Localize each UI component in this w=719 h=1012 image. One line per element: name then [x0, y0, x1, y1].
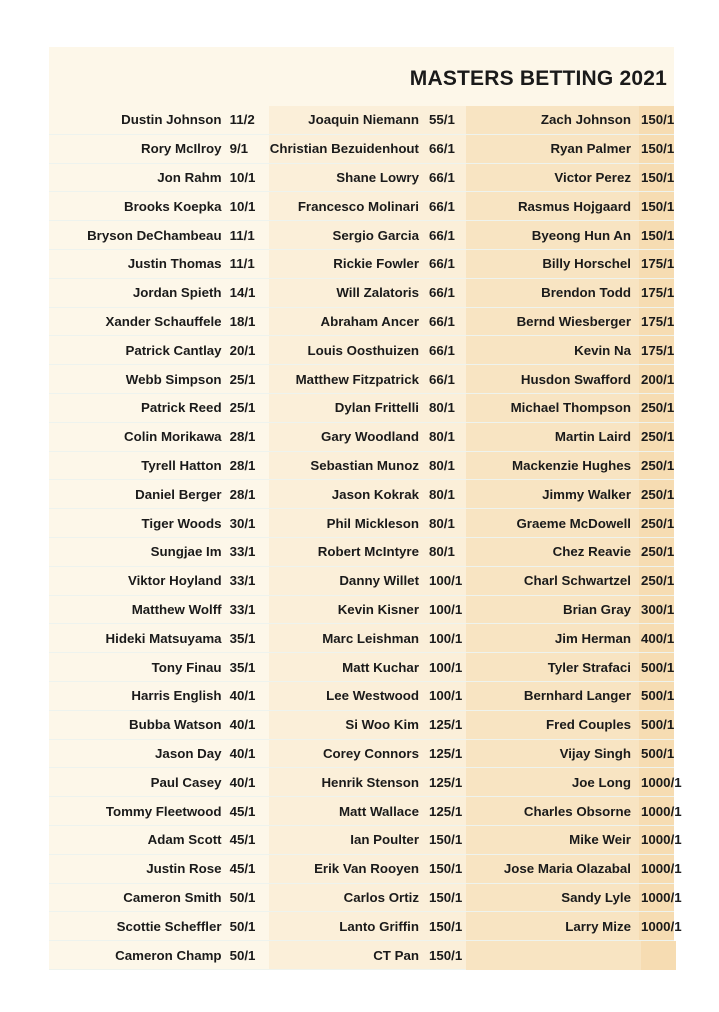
player-odds: 80/1 [429, 457, 455, 473]
player-odds: 500/1 [639, 653, 674, 681]
table-row [466, 164, 674, 193]
table-row [269, 192, 466, 221]
player-name: Patrick Reed [141, 400, 222, 416]
player-odds: 35/1 [229, 630, 256, 646]
player-name: Shane Lowry [336, 169, 419, 185]
player-name: Joaquin Niemann [308, 112, 419, 128]
player-name: Bernhard Langer [523, 688, 631, 704]
player-name: Byeong Hun An [531, 227, 631, 243]
table-row [269, 509, 466, 538]
player-odds: 40/1 [229, 717, 256, 733]
player-name: Carlos Ortiz [343, 889, 419, 905]
player-odds: 10/1 [229, 198, 256, 214]
table-row [269, 452, 466, 481]
player-odds: 1000/1 [639, 884, 674, 912]
table-row [269, 538, 466, 567]
player-name: Jordan Spieth [132, 285, 222, 301]
player-name: Justin Thomas [127, 256, 222, 272]
player-name: Bernd Wiesberger [516, 313, 631, 329]
player-name: Christian Bezuidenhout [269, 141, 419, 157]
table-row [466, 135, 674, 164]
player-name: Francesco Molinari [297, 198, 419, 214]
player-name: Brooks Koepka [124, 198, 222, 214]
player-name: Tony Finau [151, 659, 222, 675]
table-row [49, 653, 269, 682]
table-row [49, 106, 269, 135]
player-name: Chez Reavie [552, 544, 631, 560]
player-odds: 175/1 [639, 336, 674, 364]
player-odds: 10/1 [229, 169, 256, 185]
table-row [466, 711, 674, 740]
table-row [49, 336, 269, 365]
table-row [269, 624, 466, 653]
player-name: Joe Long [571, 774, 631, 790]
player-name: Xander Schauffele [105, 313, 222, 329]
player-name: Fred Couples [546, 717, 631, 733]
player-odds: 250/1 [639, 538, 674, 566]
player-name: Lee Westwood [326, 688, 419, 704]
player-odds: 28/1 [229, 457, 256, 473]
player-name: Justin Rose [146, 861, 222, 877]
player-odds: 250/1 [639, 423, 674, 451]
table-row [466, 596, 674, 625]
table-row [466, 452, 674, 481]
player-name: Matthew Wolff [131, 601, 222, 617]
player-odds: 100/1 [429, 688, 463, 704]
player-odds: 66/1 [429, 227, 455, 243]
player-odds: 250/1 [639, 480, 674, 508]
table-row [466, 567, 674, 596]
table-row [49, 740, 269, 769]
player-odds: 80/1 [429, 400, 455, 416]
table-row [269, 682, 466, 711]
player-name: Jimmy Walker [542, 486, 631, 502]
table-row [466, 653, 674, 682]
player-name: Lanto Griffin [339, 918, 419, 934]
player-odds: 11/2 [229, 112, 255, 128]
table-row [269, 308, 466, 337]
player-name: Si Woo Kim [345, 717, 419, 733]
table-row [269, 711, 466, 740]
player-name: Henrik Stenson [321, 774, 419, 790]
player-odds: 14/1 [229, 285, 256, 301]
player-name: Martin Laird [554, 429, 631, 445]
player-name: Bubba Watson [128, 717, 222, 733]
player-odds: 33/1 [229, 573, 256, 589]
table-row [269, 826, 466, 855]
player-name: Sungjae Im [150, 544, 222, 560]
table-row [466, 826, 682, 855]
player-odds: 125/1 [429, 774, 463, 790]
table-row [49, 768, 269, 797]
player-odds: 175/1 [639, 250, 674, 278]
table-row [269, 912, 466, 941]
player-odds: 33/1 [229, 601, 256, 617]
table-row [269, 855, 466, 884]
player-name: Will Zalatoris [336, 285, 419, 301]
player-odds: 28/1 [229, 486, 256, 502]
player-name: Vijay Singh [559, 745, 631, 761]
player-name: Rory McIlroy [141, 141, 222, 157]
table-row [466, 912, 682, 941]
player-odds: 175/1 [639, 308, 674, 336]
player-odds: 500/1 [639, 711, 674, 739]
player-name: Dylan Frittelli [334, 400, 419, 416]
player-name: Tyrell Hatton [141, 457, 222, 473]
player-odds: 300/1 [639, 596, 674, 624]
player-odds: 175/1 [639, 279, 674, 307]
player-name: Jason Kokrak [331, 486, 419, 502]
table-row [269, 250, 466, 279]
player-name: Rasmus Hojgaard [517, 198, 631, 214]
player-name: Louis Oosthuizen [307, 342, 419, 358]
table-row [466, 538, 674, 567]
player-odds: 150/1 [639, 164, 674, 192]
player-odds: 100/1 [429, 630, 463, 646]
player-name: Graeme McDowell [516, 515, 631, 531]
player-name: Mackenzie Hughes [512, 457, 631, 473]
table-row [466, 106, 674, 135]
player-name: Jim Herman [554, 630, 631, 646]
table-row [269, 768, 466, 797]
table-row [269, 596, 466, 625]
table-row [269, 135, 466, 164]
player-name: Paul Casey [150, 774, 222, 790]
player-odds: 66/1 [429, 198, 455, 214]
table-row [49, 826, 269, 855]
table-row [466, 221, 674, 250]
player-odds: 45/1 [229, 832, 256, 848]
player-name: Bryson DeChambeau [87, 227, 222, 243]
player-name: Billy Horschel [542, 256, 631, 272]
player-odds: 20/1 [229, 342, 256, 358]
table-row [49, 509, 269, 538]
table-row [49, 423, 269, 452]
empty-cell [641, 941, 676, 970]
player-odds: 45/1 [229, 861, 256, 877]
player-name: Webb Simpson [125, 371, 222, 387]
table-row [269, 106, 466, 135]
player-odds: 66/1 [429, 141, 455, 157]
player-odds: 100/1 [429, 659, 463, 675]
table-row [466, 192, 674, 221]
player-odds: 35/1 [229, 659, 256, 675]
player-name: Jason Day [155, 745, 222, 761]
player-name: Tiger Woods [141, 515, 222, 531]
table-row [269, 740, 466, 769]
table-row [49, 797, 269, 826]
player-odds: 66/1 [429, 169, 455, 185]
player-name: Victor Perez [554, 169, 631, 185]
player-odds: 66/1 [429, 313, 455, 329]
player-odds: 150/1 [429, 918, 463, 934]
table-row [49, 538, 269, 567]
player-name: Adam Scott [147, 832, 222, 848]
player-odds: 125/1 [429, 803, 463, 819]
player-name: Marc Leishman [322, 630, 419, 646]
player-odds: 500/1 [639, 740, 674, 768]
player-name: Jon Rahm [157, 169, 222, 185]
table-row [49, 480, 269, 509]
player-name: Scottie Scheffler [116, 918, 222, 934]
player-odds: 55/1 [429, 112, 455, 128]
player-name: Cameron Champ [115, 947, 222, 963]
table-row [49, 279, 269, 308]
player-odds: 1000/1 [639, 826, 674, 854]
player-name: Viktor Hoyland [127, 573, 222, 589]
player-odds: 400/1 [639, 624, 674, 652]
player-odds: 66/1 [429, 371, 455, 387]
table-row [466, 855, 682, 884]
player-name: Cameron Smith [123, 889, 222, 905]
table-row [269, 336, 466, 365]
player-odds: 33/1 [229, 544, 256, 560]
table-row [49, 365, 269, 394]
player-odds: 150/1 [429, 832, 463, 848]
table-row [269, 365, 466, 394]
player-name: Larry Mize [565, 918, 631, 934]
player-name: Mike Weir [569, 832, 631, 848]
player-name: Matt Kuchar [342, 659, 419, 675]
player-name: Sandy Lyle [561, 889, 631, 905]
player-odds: 45/1 [229, 803, 256, 819]
player-name: Sebastian Munoz [310, 457, 419, 473]
table-row [49, 855, 269, 884]
player-name: Phil Mickleson [326, 515, 419, 531]
table-row [49, 711, 269, 740]
table-row [49, 682, 269, 711]
player-odds: 11/1 [229, 256, 255, 272]
player-odds: 50/1 [229, 947, 256, 963]
table-row [49, 164, 269, 193]
table-row [466, 279, 674, 308]
table-row [49, 250, 269, 279]
table-row [466, 682, 674, 711]
player-name: Patrick Cantlay [125, 342, 222, 358]
player-odds: 1000/1 [639, 855, 674, 883]
table-row [49, 452, 269, 481]
player-name: Jose Maria Olazabal [503, 861, 631, 877]
player-odds: 80/1 [429, 515, 455, 531]
player-odds: 250/1 [639, 567, 674, 595]
table-row [49, 308, 269, 337]
player-odds: 1000/1 [639, 912, 674, 940]
player-odds: 25/1 [229, 371, 256, 387]
player-odds: 100/1 [429, 601, 463, 617]
table-row [269, 797, 466, 826]
table-row [466, 740, 674, 769]
player-odds: 66/1 [429, 256, 455, 272]
table-row [269, 394, 466, 423]
player-odds: 100/1 [429, 573, 463, 589]
player-name: Tyler Strafaci [547, 659, 631, 675]
table-row [269, 279, 466, 308]
player-odds: 80/1 [429, 486, 455, 502]
table-row [466, 336, 674, 365]
player-odds: 150/1 [639, 106, 674, 134]
player-name: Sergio Garcia [332, 227, 419, 243]
player-name: Matthew Fitzpatrick [295, 371, 419, 387]
player-odds: 11/1 [229, 227, 255, 243]
player-odds: 40/1 [229, 774, 256, 790]
player-name: Abraham Ancer [320, 313, 419, 329]
player-name: CT Pan [373, 947, 419, 963]
player-name: Erik Van Rooyen [314, 861, 419, 877]
player-odds: 80/1 [429, 429, 455, 445]
table-row [49, 221, 269, 250]
player-name: Zach Johnson [540, 112, 631, 128]
player-name: Kevin Kisner [337, 601, 419, 617]
table-row [269, 221, 466, 250]
table-row [49, 135, 269, 164]
player-odds: 150/1 [429, 889, 463, 905]
table-row [269, 653, 466, 682]
player-name: Tommy Fleetwood [105, 803, 222, 819]
player-odds: 66/1 [429, 342, 455, 358]
player-odds: 80/1 [429, 544, 455, 560]
table-row [466, 394, 674, 423]
player-odds: 125/1 [429, 717, 463, 733]
table-row [466, 509, 674, 538]
player-odds: 40/1 [229, 745, 256, 761]
table-row [269, 567, 466, 596]
player-name: Daniel Berger [135, 486, 222, 502]
player-odds: 250/1 [639, 452, 674, 480]
table-row [269, 423, 466, 452]
player-name: Brendon Todd [541, 285, 631, 301]
player-odds: 200/1 [639, 365, 674, 393]
table-row [49, 624, 269, 653]
player-name: Matt Wallace [338, 803, 419, 819]
player-odds: 250/1 [639, 509, 674, 537]
betting-sheet [49, 47, 682, 970]
player-name: Colin Morikawa [124, 429, 222, 445]
table-row [49, 884, 269, 913]
player-odds: 250/1 [639, 394, 674, 422]
player-odds: 1000/1 [639, 797, 674, 825]
player-odds: 150/1 [639, 135, 674, 163]
table-row [49, 596, 269, 625]
player-name: Brian Gray [563, 601, 631, 617]
table-row [466, 250, 674, 279]
table-row [466, 423, 674, 452]
player-odds: 30/1 [229, 515, 256, 531]
player-name: Gary Woodland [320, 429, 419, 445]
player-name: Danny Willet [339, 573, 419, 589]
player-odds: 125/1 [429, 745, 463, 761]
player-name: Dustin Johnson [121, 112, 222, 128]
player-name: Robert McIntyre [317, 544, 419, 560]
player-odds: 9/1 [229, 141, 249, 157]
player-name: Ryan Palmer [550, 141, 631, 157]
player-name: Kevin Na [574, 342, 631, 358]
table-row [466, 308, 674, 337]
player-odds: 1000/1 [639, 768, 674, 796]
table-row [49, 941, 269, 970]
player-odds: 28/1 [229, 429, 256, 445]
table-row [49, 912, 269, 941]
table-row [49, 394, 269, 423]
player-odds: 500/1 [639, 682, 674, 710]
table-row [49, 567, 269, 596]
player-name: Corey Connors [322, 745, 419, 761]
table-row [466, 768, 682, 797]
table-row [269, 941, 466, 970]
player-odds: 150/1 [639, 221, 674, 249]
player-odds: 50/1 [229, 918, 256, 934]
player-odds: 50/1 [229, 889, 256, 905]
player-odds: 40/1 [229, 688, 256, 704]
table-row [269, 480, 466, 509]
player-odds: 150/1 [429, 947, 463, 963]
player-name: Hideki Matsuyama [105, 630, 222, 646]
player-odds: 18/1 [229, 313, 256, 329]
table-row [466, 624, 674, 653]
player-odds: 66/1 [429, 285, 455, 301]
table-row [466, 480, 674, 509]
player-name: Husdon Swafford [520, 371, 631, 387]
table-row [269, 164, 466, 193]
player-name: Charles Obsorne [523, 803, 631, 819]
player-name: Michael Thompson [510, 400, 631, 416]
player-odds: 150/1 [639, 192, 674, 220]
player-odds: 150/1 [429, 861, 463, 877]
player-name: Harris English [131, 688, 222, 704]
table-row [269, 884, 466, 913]
player-odds: 25/1 [229, 400, 256, 416]
table-row [466, 884, 682, 913]
player-name: Charl Schwartzel [523, 573, 631, 589]
table-row [466, 365, 674, 394]
table-row [49, 192, 269, 221]
page-title: MASTERS BETTING 2021 [409, 67, 667, 90]
table-row [466, 797, 682, 826]
player-name: Rickie Fowler [333, 256, 419, 272]
player-name: Ian Poulter [350, 832, 419, 848]
